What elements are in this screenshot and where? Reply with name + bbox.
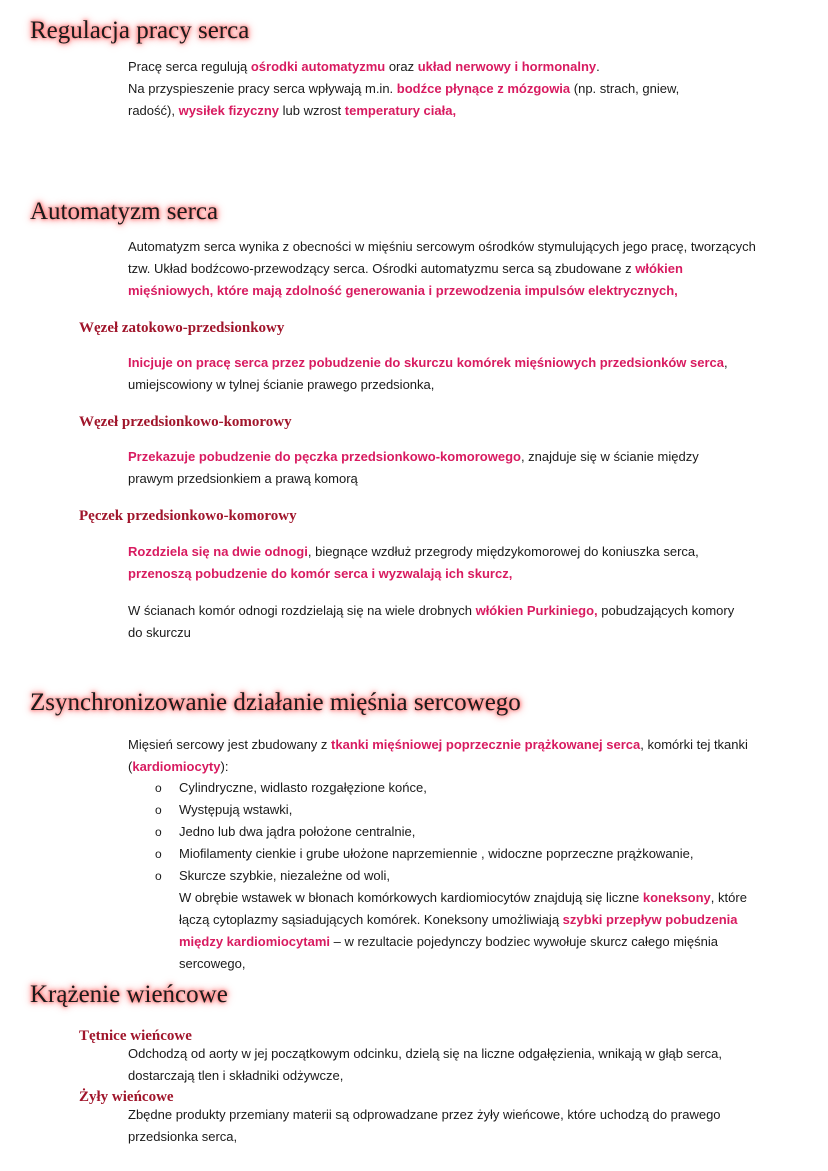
list-item: o Skurcze szybkie, niezależne od woli, W obrębie wstawek w błonach komórkowych kardiomiocytów znajdują się liczne koneksony, które łączą cytoplazmy sąsiadujących komórek. Koneksony umożliwiają szybki przepływ pobudzenia między kardiomiocytami – w rezultacie pojedynczy bodziec wywołuje skurcz całego mięśnia sercowego, xyxy=(128,865,778,975)
wezel-przedsionkowo-text: Przekazuje pobudzenie do pęczka przedsionkowo-komorowego, znajduje się w ścianie między prawym przedsionkiem a prawą komorą xyxy=(128,449,699,486)
circle-bullet-icon: o xyxy=(155,781,162,795)
subheading-wezel-przedsionkowo: Węzeł przedsionkowo-komorowy xyxy=(79,414,292,430)
kardiomiocyty-list xyxy=(128,777,778,975)
wezel-zatokowo-text: Inicjuje on pracę serca przez pobudzenie do skurczu komórek mięśniowych przedsionków serca, umiejscowiony w tylnej ścianie prawego przedsionka, xyxy=(128,355,728,392)
purkinje-text: W ścianach komór odnogi rozdzielają się na wiele drobnych włókien Purkiniego, pobudzających komory do skurczu xyxy=(128,603,735,640)
list-item: o Miofilamenty cienkie i grube ułożone naprzemiennie , widoczne poprzeczne prążkowanie, xyxy=(128,843,778,865)
circle-bullet-icon: o xyxy=(155,825,162,839)
subheading-tetnice: Tętnice wieńcowe xyxy=(79,1028,192,1044)
subheading-wezel-zatokowo: Węzeł zatokowo-przedsionkowy xyxy=(79,320,285,336)
automatyzm-paragraph: Automatyzm serca wynika z obecności w mięśniu sercowym ośrodków stymulujących jego pracę, tworzących tzw. Układ bodźcowo-przewodzący serca. Ośrodki automatyzmu serca są zbudowane z włókien mięśniowych, które mają zdolność generowania i przewodzenia impulsów elektrycznych, xyxy=(128,239,756,298)
subheading-peczek: Pęczek przedsionkowo-komorowy xyxy=(79,508,297,524)
zyly-text: Zbędne produkty przemiany materii są odprowadzane przez żyły wieńcowe, które uchodzą do prawego przedsionka serca, xyxy=(128,1107,721,1144)
heading-automatyzm: Automatyzm serca xyxy=(30,198,219,225)
heading-regulacja: Regulacja pracy serca xyxy=(30,17,250,44)
circle-bullet-icon: o xyxy=(155,847,162,861)
circle-bullet-icon: o xyxy=(155,803,162,817)
zsynchronizowanie-intro: Mięsień sercowy jest zbudowany z tkanki mięśniowej poprzecznie prążkowanej serca, komórki tej tkanki (kardiomiocyty): xyxy=(128,737,748,774)
heading-zsynchronizowanie: Zsynchronizowanie działanie mięśnia sercowego xyxy=(30,689,521,716)
peczek-text: Rozdziela się na dwie odnogi, biegnące wzdłuż przegrody międzykomorowej do koniuszka serca, przenoszą pobudzenie do komór serca i wyzwalają ich skurcz, xyxy=(128,544,699,581)
list-item: o Jedno lub dwa jądra położone centralnie, xyxy=(128,821,778,843)
heading-krazenie: Krążenie wieńcowe xyxy=(30,981,228,1008)
tetnice-text: Odchodzą od aorty w jej początkowym odcinku, dzielą się na liczne odgałęzienia, wnikają w głąb serca, dostarczają tlen i składniki odżywcze, xyxy=(128,1046,722,1083)
circle-bullet-icon: o xyxy=(155,869,162,883)
subheading-zyly: Żyły wieńcowe xyxy=(79,1089,174,1105)
regulacja-paragraph-1: Pracę serca regulują ośrodki automatyzmu oraz układ nerwowy i hormonalny. xyxy=(128,59,600,74)
regulacja-paragraph-2: Na przyspieszenie pracy serca wpływają m.in. bodźce płynące z mózgowia (np. strach, gniew, radość), wysiłek fizyczny lub wzrost temperatury ciała, xyxy=(128,81,680,118)
list-item: o Cylindryczne, widlasto rozgałęzione końce, xyxy=(128,777,778,799)
list-item: o Występują wstawki, xyxy=(128,799,778,821)
